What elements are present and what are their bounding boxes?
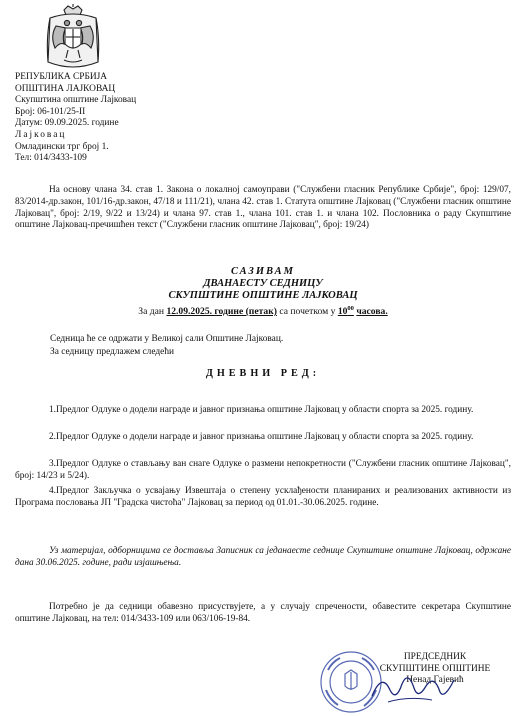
address: Омладински трг број 1. <box>15 141 109 152</box>
signatory-name: Ненад Гајевић <box>406 675 464 686</box>
coat-of-arms-icon <box>42 4 104 70</box>
city-name: Лајковац <box>15 129 67 140</box>
dateline-middle: са почетком у <box>279 306 336 318</box>
dateline-suffix: часова. <box>356 306 388 318</box>
session-dateline <box>0 305 526 317</box>
country-name: РЕПУБЛИКА СРБИЈА <box>15 72 108 82</box>
signatory-body: СКУПШТИНЕ ОПШТИНЕ <box>379 663 491 674</box>
document-date: Датум: 09.09.2025. године <box>15 118 119 129</box>
handwritten-signature-icon <box>368 666 458 708</box>
dateline-prefix: За дан <box>138 306 165 318</box>
propose-text: За седницу предлажем следећи <box>50 347 175 357</box>
session-hour: 10 <box>337 306 348 318</box>
agenda-item: 3.Предлог Одлуке о стављању ван снаге Одлуке о размени непокретности ("Службени гласник општине Лајковац", број: 14/23 и 5/24). <box>15 459 511 481</box>
agenda-title: ДНЕВНИ РЕД: <box>205 368 321 379</box>
agenda-item: 2.Предлог Одлуке о додели награде и јавног признања општине Лајковац у области спорта за 2025. годину. <box>49 432 474 442</box>
letterhead <box>15 72 136 165</box>
document-number: Број: 06-101/25-II <box>15 106 86 117</box>
closing-paragraph: Потребно је да седници обавезно присуствујете, а у случају спречености, обавестите секретара Скупштине општине Лајковац, на тел: 014/3433-109 или 063/106-19-84. <box>15 602 511 624</box>
assembly-name: Скупштина општине Лајковац <box>15 95 137 106</box>
signatory-role: ПРЕДСЕДНИК <box>403 652 467 662</box>
phone: Тел: 014/3433-109 <box>15 153 87 164</box>
title-assembly: СКУПШТИНЕ ОПШТИНЕ ЛАЈКОВАЦ <box>168 290 358 301</box>
venue-text: Седница ће се одржати у Великој сали Општине Лајковац. <box>50 334 284 344</box>
session-minutes: 00 <box>347 305 354 312</box>
materials-note: Уз материјал, одборницима се доставља Записник са једанаесте седнице Скупштине општине Лајковац, одржане дана 30.06.2025. године, ради изјашњења. <box>15 546 511 568</box>
title-session: ДВАНАЕСТУ СЕДНИЦУ <box>203 278 323 289</box>
title-convene: САЗИВАМ <box>231 266 295 277</box>
agenda-item: 1.Предлог Одлуке о додели награде и јавног признања општине Лајковац у области спорта за 2025. годину. <box>49 405 474 415</box>
agenda-item: 4.Предлог Закључка о усвајању Извештаја о степену усклађености планираних и реализованих активности из Програма пословања ЈП "Градска чистоћа" Лајковац за период од 01.01.-30.06.2025. године. <box>15 486 511 508</box>
session-date: 12.09.2025. године (петак) <box>166 306 277 318</box>
legal-basis-paragraph: На основу члана 34. став 1. Закона о локалној самоуправи ("Службени гласник Републике Србије", број: 129/07, 83/2014-др.закон, 101/16-др.закон, 47/18 и 111/21), члана 42. став 1. Статута општине Лајковац ("Службени гласник општине Лајковац", број: 2/19, 9/22 и 13/24) и члана 97. став 1., члана 101. став 1. и члана 102. Пословника о раду Скупштине општине Лајковац-пречишћен текст ("Службени гласник општине Лајковац", број: 19/24) <box>15 185 511 231</box>
municipality-name: ОПШТИНА ЛАЈКОВАЦ <box>15 83 116 94</box>
